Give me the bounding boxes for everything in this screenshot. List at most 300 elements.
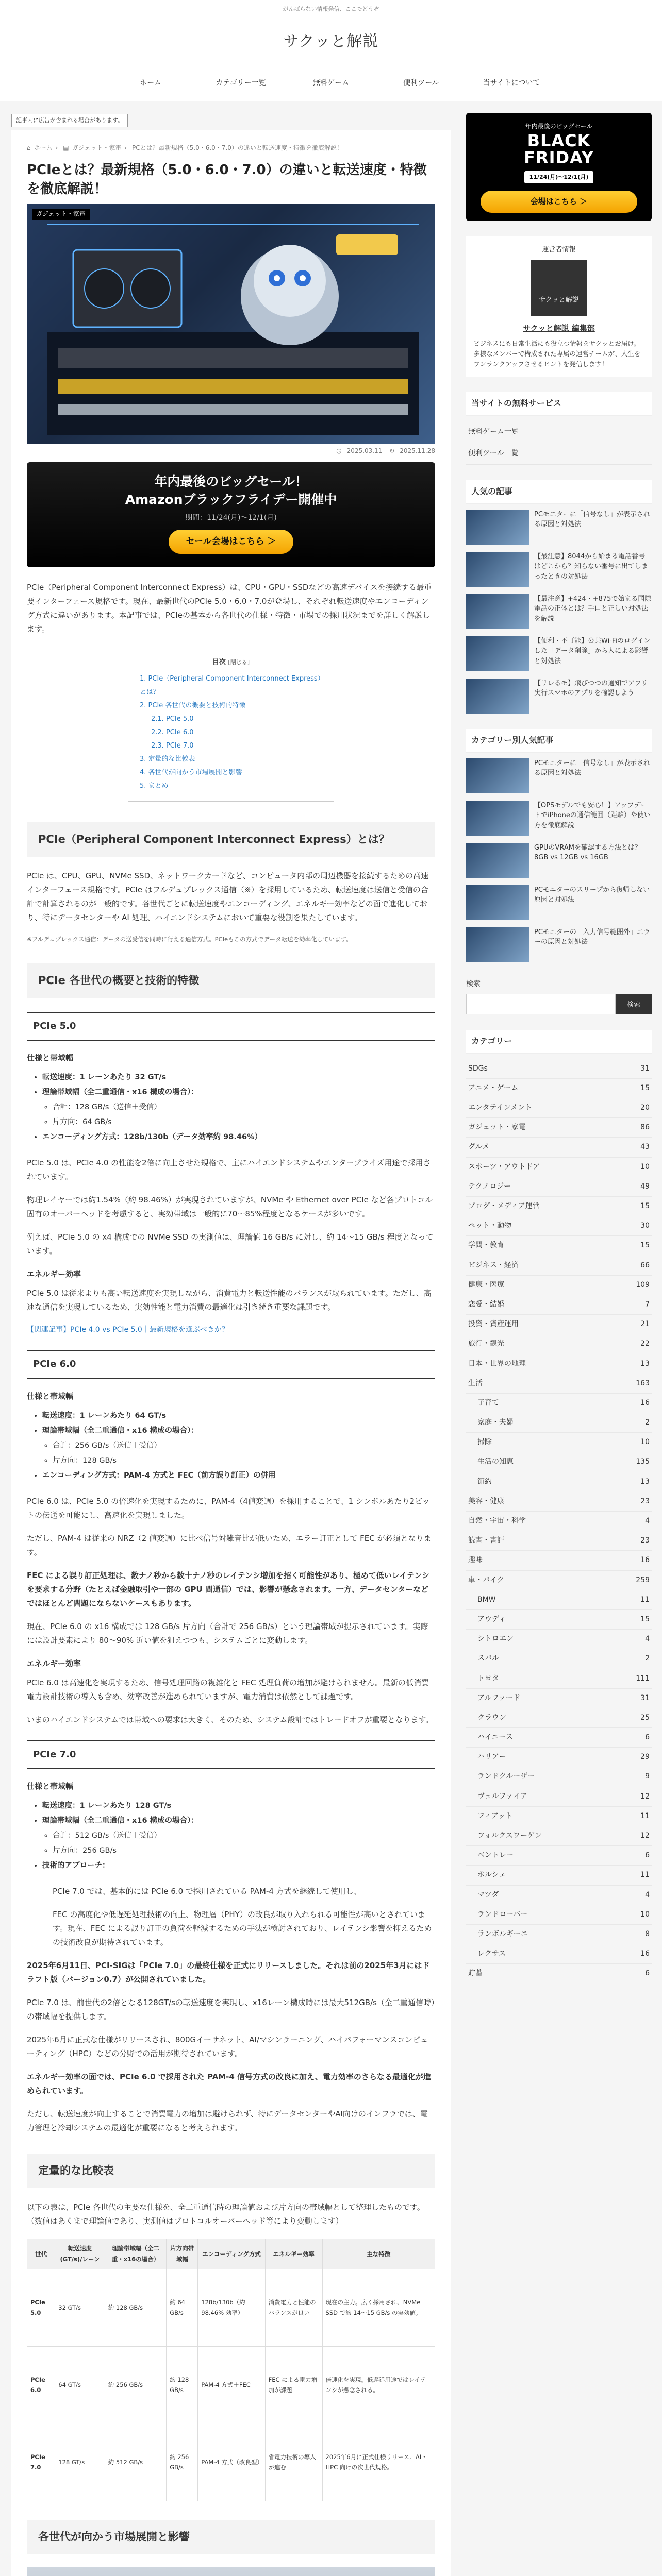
category-name: 学問・教育 [468,1241,504,1250]
global-nav [0,65,662,101]
category-popular-title: カテゴリー別人気記事 [466,729,652,753]
article-card-title: PCモニターの「入力信号範囲外」エラーの原因と対処法 [534,928,650,946]
category-item[interactable] [466,1098,652,1118]
toc-link[interactable]: 2.3. PCIe 7.0 [151,741,194,750]
article-card-title: 【最注意】8044から始まる電話番号はどこから？知らない番号に出てしまったときの対処法 [534,552,649,581]
pcie6-body3: FEC による誤り訂正処理は、数ナノ秒から数十ナノ秒のレイテンシ増加を招く可能性があり、極めて低いレイテンシを要求する分野（たとえば金融取引や一部の GPU 間通信）では、影響が懸念されます。一方、データセンターなどではほとんど問題にならないケースもあります。 [27,1570,429,1608]
category-item[interactable] [466,1767,652,1787]
category-name: ランボルギーニ [477,1929,528,1938]
profile-title: 運営者情報 [542,245,576,253]
category-item[interactable] [466,1334,652,1354]
pcie6-spec-list [42,1409,435,1483]
breadcrumb-home[interactable]: ホーム [34,144,53,151]
category-popular-widget [466,729,652,962]
table-cell: PCIe 7.0 [27,2424,55,2501]
spec-item: • エンコーディング方式：PAM-4 方式と FEC（前方誤り訂正）の併用 [42,1468,435,1483]
profile-widget [466,236,652,377]
popular-title: 人気の記事 [466,480,652,504]
spec-item: ◦ 片方向：64 GB/s [53,1115,435,1130]
comparison-table-body [27,2269,435,2501]
date-updated: 2025.11.28 [400,447,435,455]
category-count: 10 [640,1438,650,1447]
category-item[interactable] [466,1708,652,1728]
table-header-cell: 世代 [27,2239,55,2269]
sidebar-banner-period: 11/24(月)〜12/1(月) [524,171,594,183]
spec-item: • 技術的アプローチ： [42,1858,435,1873]
article-thumbnail [466,679,529,714]
section-heading-comparison: 定量的な比較表 [27,2154,435,2189]
category-item[interactable] [466,1649,652,1669]
article-card-title: 【リレるモ】飛びつつの通知でアプリ実行スマホのアプリを確認しよう [534,679,648,698]
table-header-cell: 理論帯域幅（全二重・x16の場合） [105,2239,166,2269]
duplex-note: ※フルデュプレックス通信：データの送受信を同時に行える通信方式。PCIeもこの方式でデータ転送を効率化しています。 [27,936,352,943]
category-count: 111 [636,1674,650,1683]
category-count: 4 [645,1517,650,1526]
article-card-title: 【OPSモデルでも安心！】アップデートでiPhoneの通信範囲（距離）や使い方を徹底解説 [534,801,651,829]
spec-item: ◦ 合計：256 GB/s（送信＋受信） [53,1438,435,1453]
pcie7-approach1: PCIe 7.0 では、基本的には PCIe 6.0 で採用されている PAM-4 方式を継続して使用し、 [53,1886,361,1896]
pcie5-body1: PCIe 5.0 は、PCIe 4.0 の性能を2倍に向上させた規格で、主にハイエンドシステムやエンタープライズ用途で採用されています。 [27,1158,431,1181]
category-name: 投資・資産運用 [468,1320,519,1329]
article-card-title: PCモニターのスリープから復帰しない原因と対処法 [534,886,650,904]
category-count: 16 [640,1950,650,1958]
toc-toggle[interactable]: [閉じる] [228,658,250,666]
article-card[interactable] [466,927,652,962]
category-item[interactable] [466,1158,652,1177]
article-card[interactable] [466,843,652,878]
category-item[interactable] [466,1295,652,1315]
article-card[interactable] [466,801,652,836]
category-count: 10 [640,1162,650,1171]
table-cell: 64 GT/s [55,2346,105,2424]
breadcrumb-category[interactable]: ガジェット・家電 [72,144,122,151]
article-card[interactable] [466,885,652,920]
category-count: 20 [640,1104,650,1112]
category-count: 135 [636,1458,650,1466]
category-item[interactable] [466,1866,652,1885]
table-header-cell: エンコーディング方式 [198,2239,265,2269]
pcie-chip-illustration [27,2567,435,2576]
table-row [27,2269,435,2346]
category-count: 29 [640,1753,650,1761]
spec-item: • 理論帯域幅（全二重通信・x16 構成の場合）： [42,1814,435,1828]
sidebar-banner-black: BLACK [527,130,591,150]
section-heading-market: 各世代が向かう市場展開と影響 [27,2520,435,2555]
nav-categories[interactable]: カテゴリー一覧 [216,78,266,87]
toc-item [140,672,322,699]
category-name: ガジェット・家電 [468,1123,526,1132]
table-cell: 128 GT/s [55,2424,105,2501]
spec-item: • 転送速度：1 レーンあたり 32 GT/s [42,1070,435,1085]
section-heading-generations: PCIe 各世代の概要と技術的特徴 [27,963,435,998]
search-label: 検索 [466,979,481,988]
article-card-title: PCモニターに「信号なし」が表示される原因と対処法 [534,510,650,529]
heading-pcie6: PCIe 6.0 [27,1350,435,1379]
article-thumbnail [466,801,529,836]
toc-link[interactable]: 1. PCIe（Peripheral Component Interconnect Express）とは？ [140,674,321,696]
category-item[interactable] [466,1118,652,1138]
category-item[interactable] [466,1748,652,1767]
category-count: 86 [640,1123,650,1132]
article-card[interactable] [466,679,652,714]
sidebar-black-friday-banner[interactable] [466,113,652,221]
toc-item [140,713,322,726]
search-button[interactable]: 検索 [616,994,652,1014]
category-item[interactable] [466,1433,652,1452]
pcie7-energy: エネルギー効率の面では、PCIe 6.0 で採用された PAM-4 信号方式の改良に加え、電力効率のさらなる最適化が進められています。 [27,2072,431,2095]
article-card[interactable] [466,510,652,545]
category-item[interactable] [466,1177,652,1197]
category-count: 30 [640,1222,650,1230]
article-dates [27,446,435,457]
pcie5-spec-list [42,1070,435,1145]
category-count: 49 [640,1182,650,1191]
category-name: アニメ・ゲーム [468,1083,519,1092]
category-item[interactable] [466,1472,652,1492]
category-name: 貯蓄 [468,1969,483,1978]
category-item[interactable] [466,1413,652,1433]
toc-item [140,753,322,766]
category-name: 子育て [477,1398,499,1407]
avatar [531,260,587,316]
category-item[interactable] [466,1689,652,1708]
category-count: 8 [645,1929,650,1938]
table-header-cell: エネルギー効率 [265,2239,322,2269]
category-item[interactable] [466,1944,652,1964]
heading-pcie7: PCIe 7.0 [27,1740,435,1769]
article-thumbnail [466,758,529,793]
services-widget [466,392,652,465]
table-cell: 約 256 GB/s [167,2424,198,2501]
category-name: 掃除 [477,1438,492,1447]
popular-widget [466,480,652,714]
toc-item [140,739,322,753]
date-published: 2025.03.11 [346,447,383,455]
category-item[interactable] [466,1138,652,1157]
category-count: 21 [640,1320,650,1329]
article-card-title: GPUのVRAMを確認する方法とは？8GB vs 12GB vs 16GB [534,843,641,862]
category-count: 259 [636,1575,650,1584]
related-article-link[interactable]: 【関連記事】PCIe 4.0 vs PCIe 5.0｜最新規格を選ぶべきか？ [27,1326,229,1334]
category-item[interactable] [466,1452,652,1472]
article-thumbnail [466,510,529,545]
category-name: 趣味 [468,1556,483,1565]
pcie7-body3: 2025年6月に正式な仕様がリリースされ、800Gイーサネット、AI/マシンラーニング、ハイパフォーマンスコンピューティング（HPC）などの分野での活用が期待されています。 [27,2035,428,2058]
category-name: レクサス [477,1950,506,1958]
article [11,130,451,2576]
category-name: ベントレー [477,1851,514,1860]
category-item[interactable] [466,1256,652,1276]
pcie7-body1: 2025年6月11日、PCI-SIGは「PCIe 7.0」の最終仕様を正式にリリースしました。それは前の2025年3月にはドラフト版（バージョン0.7）が公開されていました。 [27,1960,430,1984]
category-name: 健康・医療 [468,1280,504,1289]
nav-home[interactable]: ホーム [140,78,161,87]
category-item[interactable] [466,1610,652,1630]
eyecatch-image [27,204,435,444]
category-count: 6 [645,1733,650,1742]
category-name: エンタテインメント [468,1104,533,1112]
table-cell: 約 512 GB/s [105,2424,166,2501]
article-thumbnail [466,552,529,587]
category-item[interactable] [466,1531,652,1551]
sidebar [466,113,652,2576]
table-cell: PAM-4 方式（改良型） [198,2424,265,2501]
category-item[interactable] [466,1826,652,1846]
category-count: 31 [640,1693,650,1702]
nav-tools[interactable]: 便利ツール [403,78,439,87]
category-item[interactable] [466,1197,652,1216]
category-count: 15 [640,1202,650,1211]
breadcrumb: ⌂ ホーム › ▤ ガジェット・家電 › PCとは？最新規格（5.0・6.0・7.0）の違いと転送速度・特徴を徹底解説！ [27,144,343,151]
article-card[interactable] [466,552,652,587]
category-count: 23 [640,1497,650,1505]
toc-item [140,779,322,793]
article-title: PCIeとは？最新規格（5.0・6.0・7.0）の違いと転送速度・特徴を徹底解説！ [27,162,427,197]
category-count: 163 [636,1379,650,1387]
pcie6-extra: いまのハイエンドシステムでは帯域への要求は大きく、そのため、システム設計ではトレードオフが重要となります。 [27,1715,434,1724]
toc-item [140,699,322,713]
category-count: 13 [640,1359,650,1368]
sidebar-banner-button[interactable]: 会場はこちら ＞ [481,191,637,213]
table-cell: PCIe 5.0 [27,2269,55,2346]
pcie5-energy: PCIe 5.0 は従来よりも高い転送速度を実現しながら、消費電力と転送性能のバランスが取られています。ただし、高速な通信を実現しているため、実効性能と電力消費の最適化は引き続き重要な課題です。 [27,1289,432,1312]
category-item[interactable] [466,1394,652,1413]
category-count: 6 [645,1969,650,1978]
categories-title: カテゴリー [466,1030,652,1054]
spec-item: ◦ 片方向：256 GB/s [53,1843,435,1858]
pcie7-spec-list [42,1799,435,1873]
banner-sale-button[interactable]: セール会場はこちら ＞ [169,530,294,554]
table-cell: 約 256 GB/s [105,2346,166,2424]
clock-icon: ◷ [336,447,342,455]
site-tagline: がんばらない情報発信、ここでどうぞ [283,6,379,12]
search-input[interactable] [466,994,616,1014]
category-name: ビジネス・経済 [468,1261,519,1269]
article-thumbnail [466,594,529,629]
category-name: アルファード [477,1693,521,1702]
category-item[interactable] [466,1590,652,1610]
category-name: 生活の知恵 [477,1458,514,1466]
category-item[interactable] [466,1925,652,1944]
table-header-cell: 転送速度(GT/s)/レーン [55,2239,105,2269]
nav-about[interactable]: 当サイトについて [483,78,540,87]
black-friday-banner[interactable] [27,462,435,567]
category-name: 車・バイク [468,1575,504,1584]
pcie5-spec-label: 仕様と帯域幅 [27,1053,74,1062]
pcie5-energy-label: エネルギー効率 [27,1269,81,1279]
category-count: 9 [645,1772,650,1781]
category-name: フィアット [477,1811,512,1820]
banner-line2: Amazonブラックフライデー開催中 [125,492,337,507]
category-name: ランドクルーザー [477,1772,535,1781]
spec-item: ◦ 合計：128 GB/s（送信＋受信） [53,1100,435,1115]
category-count: 109 [636,1280,650,1289]
popular-list [466,510,652,714]
category-name: スバル [477,1654,499,1663]
category-item[interactable] [466,1669,652,1689]
category-name: スポーツ・アウトドア [468,1162,540,1171]
category-name: トヨタ [477,1674,499,1683]
folder-icon: ▤ [63,144,69,151]
category-count: 16 [640,1398,650,1407]
section-body-what-is-pcie: PCIe は、CPU、GPU、NVMe SSD、ネットワークカードなど、コンピュータ内部の周辺機器を接続するための高速インターフェース規格です。PCIe はフルデュプレックス通信（※）を採用しているため、転送速度は送信と受信の合計で計算されるのが一般的です。各世代ごとに転送速度やエンコーディング、エネルギー効率などの面で進化しており、特にデータセンターや AI 処理、ハイエンドシステムにおいて重要な役割を果たしています。 [27,871,429,923]
article-card[interactable] [466,594,652,629]
category-item[interactable] [466,1571,652,1590]
pcie-market-image [27,2567,435,2576]
pcie5-body3: 例えば、PCIe 5.0 の x4 構成での NVMe SSD の実測値は、理論値 16 GB/s に対し、約 14〜15 GB/s 程度となっています。 [27,1232,434,1256]
category-item[interactable] [466,1905,652,1925]
category-name: 読書・書評 [468,1536,504,1545]
category-item[interactable] [466,1787,652,1807]
pcie6-energy-label: エネルギー効率 [27,1658,81,1668]
category-count: 22 [640,1340,650,1348]
spec-item: • 転送速度：1 レーンあたり 128 GT/s [42,1799,435,1814]
sidebar-banner-friday: FRIDAY [524,148,594,168]
category-count: 66 [640,1261,650,1269]
table-cell: 約 64 GB/s [167,2269,198,2346]
toc-list [140,672,322,793]
pcie7-extra: ただし、転送速度が向上することで消費電力の増加は避けられず、特にデータセンターやAI向けのインフラでは、電力管理と冷却システムの最適化が重要になると考えられます。 [27,2109,428,2132]
avatar-text: サクッと解説 [539,296,579,304]
category-item[interactable] [466,1216,652,1236]
table-cell: 32 GT/s [55,2269,105,2346]
category-name: マツダ [477,1890,499,1899]
content-wrap [0,113,662,2576]
category-item[interactable] [466,1354,652,1374]
table-cell: 現在の主力。広く採用され、NVMe SSD で約 14〜15 GB/s の実効値。 [322,2269,435,2346]
category-count: 15 [640,1615,650,1623]
category-name: 生活 [468,1379,483,1387]
category-count: 43 [640,1143,650,1151]
category-name: アウディ [477,1615,506,1623]
category-count: 23 [640,1536,650,1545]
category-name: ブログ・メディア運営 [468,1202,540,1211]
category-item[interactable] [466,1276,652,1295]
toc-link[interactable]: 4. 各世代が向かう市場展開と影響 [140,768,242,776]
category-item[interactable] [466,1059,652,1079]
toc-link[interactable]: 3. 定量的な比較表 [140,755,195,763]
table-cell: 省電力技術の導入が進む [265,2424,322,2501]
comparison-intro: 以下の表は、PCIe 各世代の主要な仕様を、全二重通信時の理論値および片方向の帯域幅として整理したものです。（数値はあくまで理論値であり、実測値はプロトコルオーバーヘッド等により変動します） [27,2202,425,2226]
category-count: 2 [645,1418,650,1427]
article-thumbnail [466,927,529,962]
heading-pcie5: PCIe 5.0 [27,1012,435,1041]
table-header-cell: 片方向帯域幅 [167,2239,198,2269]
table-cell: PCIe 6.0 [27,2346,55,2424]
category-item[interactable] [466,1551,652,1570]
category-count: 4 [645,1890,650,1899]
table-cell: 約 128 GB/s [105,2269,166,2346]
toc-link[interactable]: 2. PCIe 各世代の概要と技術的特徴 [140,701,246,709]
category-name: ポルシェ [477,1871,506,1879]
table-cell: 約 128 GB/s [167,2346,198,2424]
category-name: ハイエース [477,1733,513,1742]
category-name: BMW [477,1595,496,1604]
pcie-robot-illustration [27,204,435,444]
banner-line1: 年内最後のビッグセール！ [154,473,308,489]
category-item[interactable] [466,1964,652,1984]
pcie7-body2: PCIe 7.0 は、前世代の2倍となる128GT/sの転送速度を実現し、x16レーン構成時には最大512GB/s（全二重通信時）の帯域幅を提供します。 [27,1997,435,2021]
category-name: ランドローバー [477,1910,528,1919]
article-card-title: 【最注意】+424・+875で始まる国際電話の正体とは？手口と正しい対処法を解説 [534,595,652,623]
toc-link[interactable]: 2.1. PCIe 5.0 [151,715,194,723]
comparison-table [27,2239,435,2501]
pcie6-energy: PCIe 6.0 は高速化を実現するため、信号処理回路の複雑化と FEC 処理負荷の増加が避けられません。最新の低消費電力設計技術の導入も含め、効率改善が進められていますが、電力消費は依然として課題です。 [27,1677,429,1701]
category-name: 自然・宇宙・科学 [468,1517,526,1526]
category-item[interactable] [466,1079,652,1098]
spec-item: • エンコーディング方式：128b/130b（データ効率約 98.46%） [42,1130,435,1145]
category-name: 節約 [477,1477,492,1486]
category-item[interactable] [466,1728,652,1748]
search-widget [466,978,652,1014]
service-free-games[interactable]: 無料ゲーム一覧 [466,421,652,443]
comparison-table-header [27,2239,435,2269]
category-item[interactable] [466,1236,652,1256]
category-list [466,1059,652,1984]
category-count: 10 [640,1910,650,1919]
pcie7-spec-label: 仕様と帯域幅 [27,1781,74,1791]
categories-widget [466,1030,652,1984]
toc-item [140,726,322,739]
toc-link[interactable]: 2.2. PCIe 6.0 [151,728,194,736]
category-count: 2 [645,1654,650,1663]
table-row [27,2346,435,2424]
main-column [11,113,451,2576]
category-item[interactable] [466,1512,652,1531]
spec-item: • 理論帯域幅（全二重通信・x16 構成の場合）： [42,1085,435,1100]
category-count: 16 [640,1556,650,1565]
table-cell: PAM-4 方式＋FEC [198,2346,265,2424]
category-count: 6 [645,1851,650,1860]
category-item[interactable] [466,1807,652,1826]
table-cell: FEC による電力増加が課題 [265,2346,322,2424]
ad-notice: 記事内に広告が含まれる場合があります。 [11,114,128,127]
category-item[interactable] [466,1492,652,1512]
eyecatch-category-label[interactable]: ガジェット・家電 [32,209,90,220]
banner-period: 期間：11/24(月)〜12/1(月) [185,513,277,522]
category-count: 12 [640,1832,650,1840]
breadcrumb-current: PCとは？最新規格（5.0・6.0・7.0）の違いと転送速度・特徴を徹底解説！ [132,144,343,151]
table-of-contents [128,648,334,802]
pcie6-body2: ただし、PAM-4 は従来の NRZ（2 値変調）に比べ信号対雑音比が低いため、エラー訂正として FEC が必須となります。 [27,1533,432,1557]
spec-item: ◦ 合計：512 GB/s（送信＋受信） [53,1828,435,1843]
category-count: 13 [640,1477,650,1486]
table-cell: 128b/130b（約 98.46% 効率） [198,2269,265,2346]
category-name: 美容・健康 [468,1497,504,1505]
article-card[interactable] [466,758,652,793]
category-item[interactable] [466,1374,652,1394]
category-name: クラウン [477,1713,506,1722]
nav-free-games[interactable]: 無料ゲーム [313,78,349,87]
category-name: テクノロジー [468,1182,511,1191]
category-item[interactable] [466,1846,652,1866]
site-title[interactable]: サクッと解説 [283,32,379,50]
category-item[interactable] [466,1315,652,1334]
toc-link[interactable]: 5. まとめ [140,782,169,790]
table-header-cell: 主な特徴 [322,2239,435,2269]
pcie5-body2: 物理レイヤーでは約1.54%（約 98.46%）が実現されていますが、NVMe や Ethernet over PCIe など各プロトコル固有のオーバーヘッドを考慮すると、実効帯域は一般的に70〜85%程度となるケースが多いです。 [27,1195,433,1218]
refresh-icon: ↻ [389,447,395,455]
category-name: 旅行・観光 [468,1340,504,1348]
profile-name[interactable]: サクッと解説 編集部 [523,323,595,333]
category-item[interactable] [466,1630,652,1649]
table-cell: 倍速化を実現。低遅延用途ではレイテンシが懸念される。 [322,2346,435,2424]
service-tools[interactable]: 便利ツール一覧 [466,443,652,465]
category-name: グルメ [468,1143,490,1151]
article-card[interactable] [466,636,652,671]
site-header [0,0,662,65]
category-count: 4 [645,1635,650,1643]
category-item[interactable] [466,1886,652,1905]
